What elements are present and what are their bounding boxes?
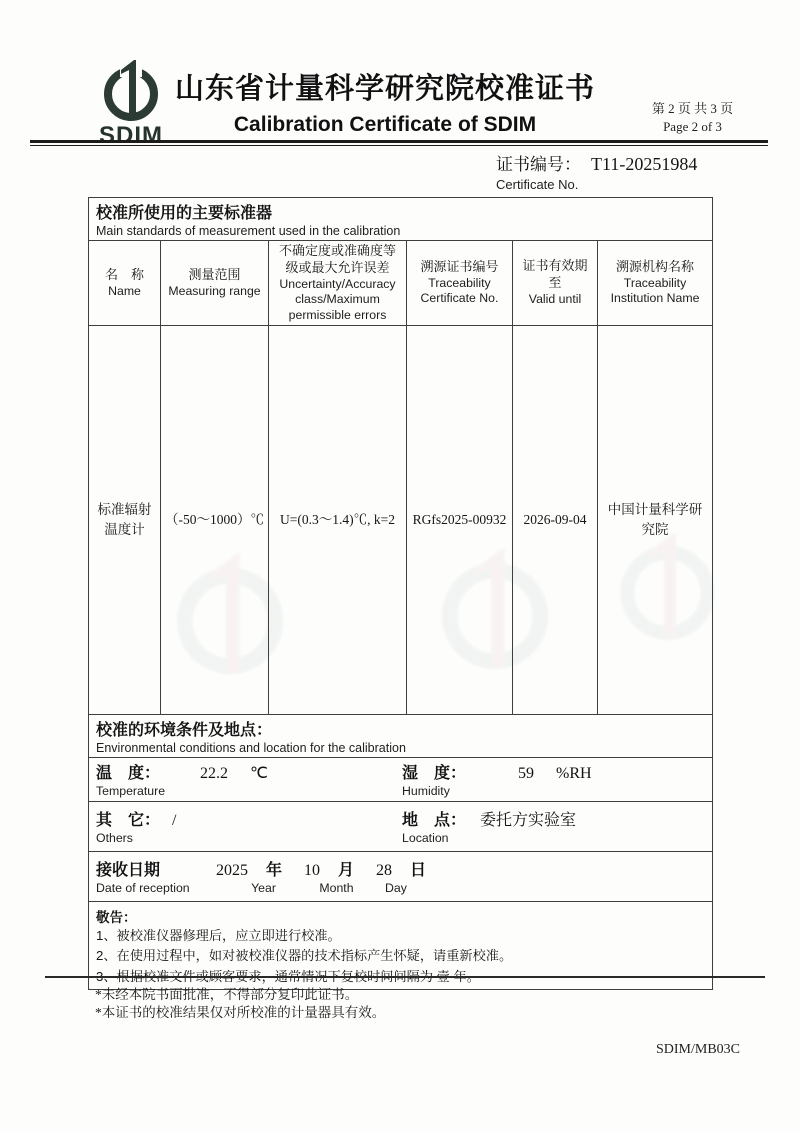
temperature-value: 22.2 xyxy=(200,765,229,783)
certificate-number-label-en: Certificate No. xyxy=(496,177,579,192)
temperature-unit: ℃ xyxy=(250,765,268,783)
standard-device-row xyxy=(89,325,713,714)
logo-label: SDIM xyxy=(99,122,163,149)
title-chinese: 山东省计量科学研究院校准证书 xyxy=(174,73,595,105)
notice-item-3: 3、根据校准文件或顾客要求，通常情况下复校时间间隔为 壹 年。 xyxy=(96,968,480,984)
col-tracecert-en: Traceability Certificate No. xyxy=(420,276,499,306)
footnote-1: *未经本院书面批准，不得部分复印此证书。 xyxy=(95,987,359,1002)
reception-label-en: Date of reception xyxy=(96,881,190,896)
col-uncertainty-en: Uncertainty/Accuracy class/Maximum permissible errors xyxy=(279,276,396,322)
notice-item-1: 1、被校准仪器修理后，应立即进行校准。 xyxy=(96,927,341,943)
column-header-valid-until xyxy=(513,241,598,326)
traceability-cert-no-cell: RGfs2025-00932 xyxy=(407,325,513,714)
location-label-cn: 地 点： xyxy=(402,812,467,830)
others-label-en: Others xyxy=(96,831,133,846)
standard-name-cell: 标准辐射温度计 xyxy=(89,325,161,714)
page-indicator-cn: 第 2 页 共 3 页 xyxy=(651,101,734,116)
reception-month-value: 10 xyxy=(304,862,321,880)
reception-month-cn: 月 xyxy=(338,862,355,880)
page-indicator-en: Page 2 of 3 xyxy=(663,119,722,135)
humidity-value: 59 xyxy=(518,765,535,783)
footer-divider xyxy=(45,976,765,978)
title-english: Calibration Certificate of SDIM xyxy=(233,113,537,136)
column-header-uncertainty xyxy=(269,241,407,326)
temperature-label-cn: 温 度： xyxy=(96,765,161,783)
form-code: SDIM/MB03C xyxy=(655,1042,740,1057)
footnote-2: *本证书的校准结果仅对所校准的计量器具有效。 xyxy=(95,1005,386,1020)
col-valid-en: Valid until xyxy=(528,292,582,307)
standards-section-header xyxy=(89,198,713,241)
location-value: 委托方实验室 xyxy=(480,812,577,830)
others-value: / xyxy=(172,812,177,830)
column-header-traceability-cert xyxy=(407,241,513,326)
notice-item-2: 2、在使用过程中，如对被校准仪器的技术指标产生怀疑，请重新校准。 xyxy=(96,948,513,964)
reception-day-value: 28 xyxy=(376,862,393,880)
standards-title-en: Main standards of measurement used in the calibration xyxy=(96,224,401,238)
others-label-cn: 其 它： xyxy=(96,812,161,830)
reception-date-row xyxy=(89,851,713,901)
temperature-humidity-row xyxy=(89,757,713,801)
column-header-institution xyxy=(598,241,713,326)
reception-day-en: Day xyxy=(384,881,407,896)
location-field xyxy=(402,807,708,845)
temperature-label-en: Temperature xyxy=(96,784,166,799)
col-institution-cn: 溯源机构名称 xyxy=(616,259,695,275)
document-title-block xyxy=(150,66,620,137)
others-location-row xyxy=(89,801,713,851)
reception-label-cn: 接收日期 xyxy=(96,862,161,880)
notice-title: 敬告： xyxy=(96,909,137,925)
certificate-number-label-cn: 证书编号： xyxy=(496,155,581,174)
col-uncertainty-cn: 不确定度或准确度等级或最大允许误差 xyxy=(278,243,396,275)
col-range-en: Measuring range xyxy=(168,283,261,298)
environment-title-en: Environmental conditions and location for the calibration xyxy=(96,740,406,755)
calibration-standards-table xyxy=(88,197,713,990)
certificate-number-value: T11-20251984 xyxy=(591,154,698,174)
humidity-label-en: Humidity xyxy=(402,784,450,799)
uncertainty-cell: U=(0.3～1.4)℃, k=2 xyxy=(269,325,407,714)
certificate-number-block xyxy=(496,150,736,192)
standards-title-cn: 校准所使用的主要标准器 xyxy=(96,205,273,222)
location-label-en: Location xyxy=(402,831,449,846)
column-header-name xyxy=(89,241,161,326)
col-name-en: Name xyxy=(108,283,141,298)
humidity-label-cn: 湿 度： xyxy=(402,765,467,783)
col-tracecert-cn: 溯源证书编号 xyxy=(420,259,499,275)
environment-title-cn: 校准的环境条件及地点： xyxy=(96,721,273,739)
reception-year-en: Year xyxy=(251,881,276,896)
others-field xyxy=(96,807,402,845)
header-divider xyxy=(30,140,768,146)
institution-cell: 中国计量科学研究院 xyxy=(598,325,713,714)
environment-section-header xyxy=(89,714,713,757)
humidity-field xyxy=(402,760,708,798)
reception-day-cn: 日 xyxy=(410,862,427,880)
page-indicator xyxy=(640,100,745,136)
col-range-cn: 测量范围 xyxy=(188,266,241,282)
humidity-unit: %RH xyxy=(556,765,592,783)
col-valid-cn: 证书有效期至 xyxy=(522,258,588,291)
temperature-field xyxy=(96,760,402,798)
reception-month-en: Month xyxy=(319,881,354,896)
col-name-cn: 名 称 xyxy=(104,266,144,282)
reception-year-value: 2025 xyxy=(216,862,249,880)
col-institution-en: Traceability Institution Name xyxy=(610,276,700,306)
measuring-range-cell: （-50～1000）℃ xyxy=(161,325,269,714)
column-header-measuring-range xyxy=(161,241,269,326)
reception-year-cn: 年 xyxy=(266,862,283,880)
valid-until-cell: 2026-09-04 xyxy=(513,325,598,714)
